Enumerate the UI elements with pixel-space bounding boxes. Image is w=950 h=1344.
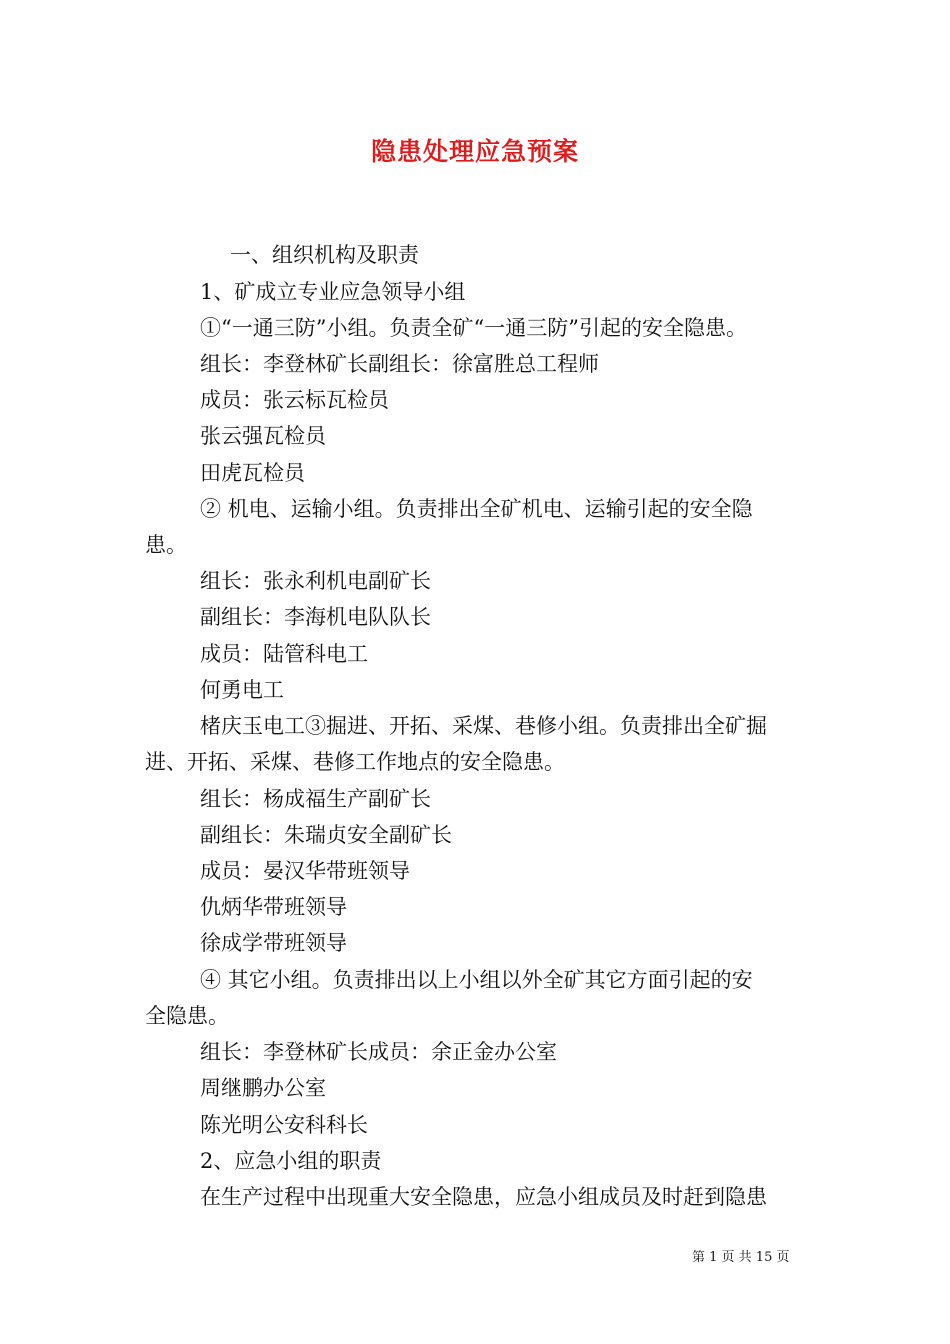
text-line: 进、开拓、采煤、巷修工作地点的安全隐患。 bbox=[145, 750, 565, 774]
text-line: 何勇电工 bbox=[200, 678, 284, 702]
text-line: 1、矿成立专业应急领导小组 bbox=[200, 280, 466, 304]
text-line: 组长：张永利机电副矿长 bbox=[200, 569, 431, 593]
document-title: 隐患处理应急预案 bbox=[370, 137, 579, 166]
text-line: 陈光明公安科科长 bbox=[200, 1113, 368, 1137]
text-line: 组长：李登林矿长副组长：徐富胜总工程师 bbox=[200, 352, 599, 376]
text-line: ④ 其它小组。负责排出以上小组以外全矿其它方面引起的安 bbox=[200, 968, 753, 992]
text-line: 副组长：李海机电队队长 bbox=[200, 605, 431, 629]
text-line: 组长：杨成福生产副矿长 bbox=[200, 787, 431, 811]
text-line: 成员：晏汉华带班领导 bbox=[200, 859, 410, 883]
page-number-footer: 第 1 页 共 15 页 bbox=[692, 1250, 790, 1265]
text-line: 仇炳华带班领导 bbox=[200, 895, 347, 919]
text-line: 成员：张云标瓦检员 bbox=[200, 388, 389, 412]
text-line: 患。 bbox=[145, 533, 187, 557]
text-line: 副组长：朱瑞贞安全副矿长 bbox=[200, 823, 452, 847]
section-heading: 一、组织机构及职责 bbox=[230, 243, 419, 267]
text-line: 徐成学带班领导 bbox=[200, 931, 347, 955]
text-line: 2、应急小组的职责 bbox=[200, 1149, 382, 1173]
text-line: 成员：陆管科电工 bbox=[200, 642, 368, 666]
text-line: 在生产过程中出现重大安全隐患，应急小组成员及时赶到隐患 bbox=[200, 1185, 767, 1209]
text-line: 田虎瓦检员 bbox=[200, 461, 305, 485]
text-line: ①“一通三防”小组。负责全矿“一通三防”引起的安全隐患。 bbox=[200, 316, 747, 340]
text-line: 全隐患。 bbox=[145, 1004, 229, 1028]
text-line: ② 机电、运输小组。负责排出全矿机电、运输引起的安全隐 bbox=[200, 497, 753, 521]
text-line: 张云强瓦检员 bbox=[200, 424, 326, 448]
text-line: 组长：李登林矿长成员：余正金办公室 bbox=[200, 1040, 557, 1064]
text-line: 周继鹏办公室 bbox=[200, 1076, 326, 1100]
text-line: 楮庆玉电工③掘进、开拓、采煤、巷修小组。负责排出全矿掘 bbox=[200, 714, 767, 738]
